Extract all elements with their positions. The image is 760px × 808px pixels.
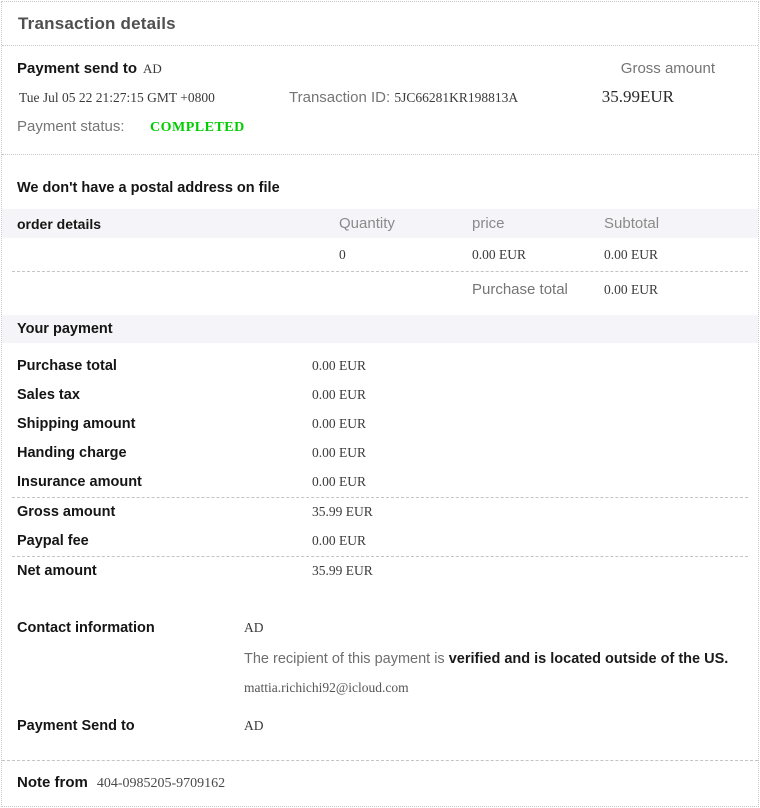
payment-row-label: Gross amount [17, 504, 116, 520]
payment-row-value: 0.00 EUR [312, 358, 366, 373]
payment-status-label: Payment status: [17, 118, 125, 135]
transaction-id-label: Transaction ID: [289, 89, 395, 106]
order-details-header: order details [17, 215, 102, 232]
contact-email: mattia.richichi92@icloud.com [244, 680, 409, 695]
page-title: Transaction details [18, 14, 176, 33]
contact-information-values [244, 620, 743, 696]
payment-row-value: 0.00 EUR [312, 474, 366, 489]
payment-send-to [17, 60, 162, 78]
recipient-text-prefix: The recipient of this payment is [244, 651, 449, 667]
order-table-row [2, 238, 758, 271]
summary-row-status [17, 118, 743, 136]
recipient-text-bold: verified and is located outside of the US. [448, 651, 729, 667]
payment-row-label: Paypal fee [17, 533, 89, 549]
order-item-subtotal: 0.00 EUR [604, 247, 658, 262]
payment-row-value: 0.00 EUR [312, 533, 366, 548]
payment-status-badge: COMPLETED [150, 120, 245, 135]
recipient-verification-text [244, 651, 743, 667]
transaction-details-page [1, 1, 759, 807]
transaction-id-value: 5JC66281KR198813A [394, 90, 519, 105]
gross-amount-label: Gross amount [620, 60, 715, 77]
payment-row-value: 35.99 EUR [312, 504, 373, 519]
quantity-column-header: Quantity [339, 215, 395, 232]
payment-row-value: 0.00 EUR [312, 445, 366, 460]
subtotal-column-header: Subtotal [604, 215, 660, 232]
order-table-header [2, 209, 758, 238]
note-from-value: 404-0985205-9709162 [96, 776, 226, 791]
payment-row-label: Handing charge [17, 445, 127, 461]
payment-row-paypal-fee [2, 527, 758, 556]
contact-information-section [2, 598, 758, 696]
contact-information-label: Contact information [17, 620, 155, 636]
page-header [2, 2, 758, 46]
purchase-total-row [2, 272, 758, 306]
your-payment-rows [2, 343, 758, 598]
payment-row-label: Net amount [17, 563, 97, 579]
payment-row-gross-amount [2, 498, 758, 527]
payment-row-net-amount [2, 557, 758, 586]
purchase-total-value: 0.00 EUR [604, 282, 658, 297]
transaction-id [289, 89, 602, 107]
payment-summary-section [2, 46, 758, 155]
payment-row-purchase-total [2, 352, 758, 381]
payment-row-sales-tax [2, 381, 758, 410]
payment-row-value: 0.00 EUR [312, 387, 366, 402]
payment-send-to-section-value: AD [244, 718, 264, 733]
payment-row-label: Insurance amount [17, 474, 142, 490]
payment-row-value: 0.00 EUR [312, 416, 366, 431]
summary-row-top [17, 60, 743, 78]
payment-row-insurance-amount [2, 468, 758, 497]
payment-row-label: Sales tax [17, 387, 80, 403]
payment-row-handing-charge [2, 439, 758, 468]
postal-address-notice: We don't have a postal address on file [17, 180, 280, 196]
gross-amount-value: 35.99EUR [601, 87, 674, 106]
your-payment-section-header: Your payment [2, 315, 758, 343]
note-from-label: Note from [17, 774, 88, 791]
contact-name: AD [244, 620, 264, 635]
payment-row-shipping-amount [2, 410, 758, 439]
order-item-quantity: 0 [339, 247, 346, 262]
summary-row-middle [17, 87, 743, 107]
payment-row-label: Purchase total [17, 358, 117, 374]
note-from-section [2, 760, 758, 806]
payment-row-label: Shipping amount [17, 416, 136, 432]
order-details-table [2, 209, 758, 306]
payment-send-to-value: AD [143, 61, 162, 76]
payment-send-to-label: Payment send to [17, 60, 138, 77]
order-item-price: 0.00 EUR [472, 247, 526, 262]
purchase-total-label: Purchase total [472, 281, 568, 298]
payment-row-value: 35.99 EUR [312, 563, 373, 578]
price-column-header: price [472, 215, 505, 232]
payment-send-to-section-label: Payment Send to [17, 718, 135, 734]
payment-send-to-section [2, 696, 758, 760]
transaction-date: Tue Jul 05 22 21:27:15 GMT +0800 [19, 90, 215, 105]
